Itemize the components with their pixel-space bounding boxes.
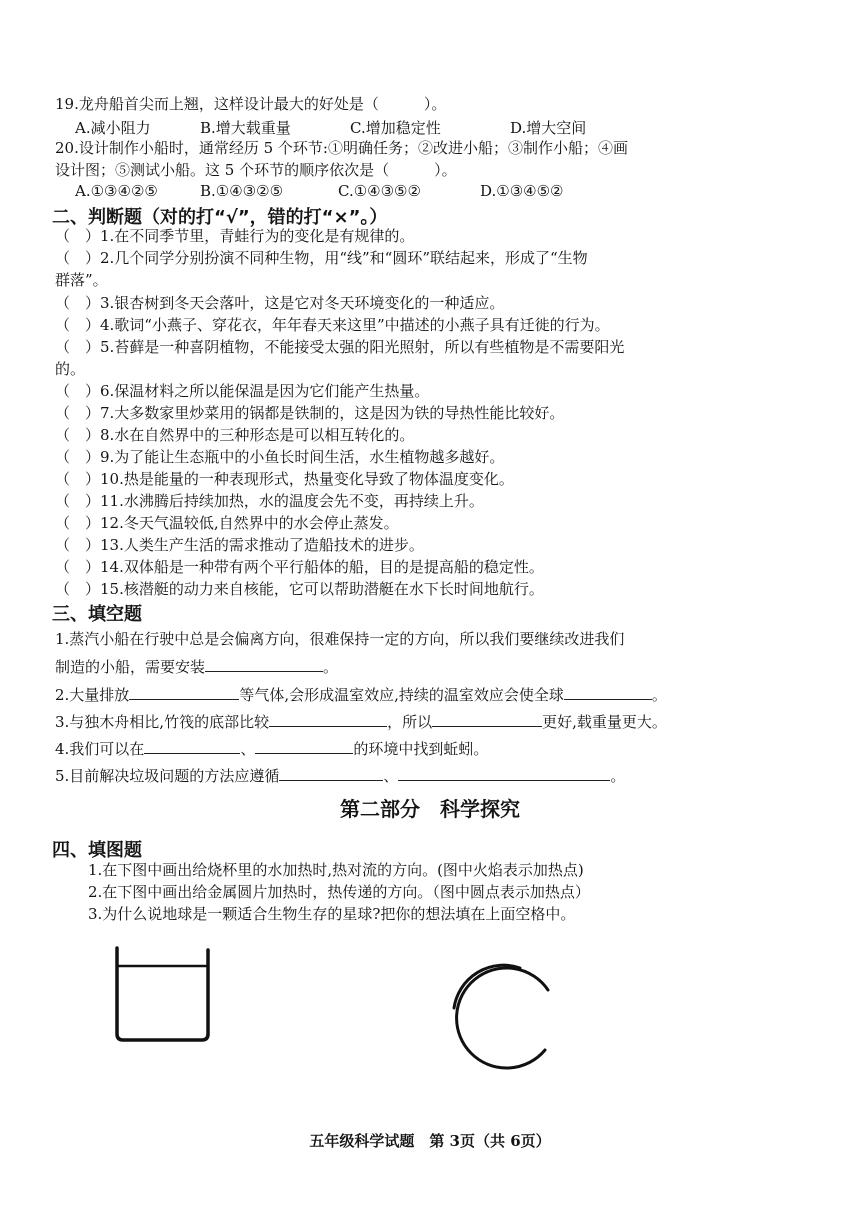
fill-q1-end: 。: [323, 658, 339, 676]
question-20-stem-line2: 设计图；⑤测试小船。这 5 个环节的顺序依次是（ ）。: [55, 161, 457, 179]
tf-item: （ ）5.苔藓是一种喜阴植物，不能接受太强的阳光照射，所以有些植物是不需要阳光: [55, 338, 625, 356]
fill-q3-text-b: ，所以: [387, 713, 433, 731]
tf-item: （ ）13.人类生产生活的需求推动了造船技术的进步。: [55, 536, 424, 554]
tf-item: （ ）1.在不同季节里，青蛙行为的变化是有规律的。: [55, 227, 415, 245]
fill-q5-text-a: 5.目前解决垃圾问题的方法应遵循: [55, 767, 280, 785]
tf-item: （ ）11.水沸腾后持续加热，水的温度会先不变，再持续上升。: [55, 492, 484, 510]
tf-item: （ ）2.几个同学分别扮演不同种生物，用“线”和“圆环”联结起来，形成了“生物: [55, 249, 588, 267]
fill-q4-text-a: 4.我们可以在: [55, 740, 145, 758]
q19-option-d: D.增大空间: [510, 119, 587, 137]
page-footer: 五年级科学试题 第 3页（共 6页）: [309, 1132, 551, 1150]
q20-option-b: B.①④③②⑤: [200, 182, 284, 200]
tf-item: （ ）9.为了能让生态瓶中的小鱼长时间生活，水生植物越多越好。: [55, 448, 505, 466]
fill-q5-text-b: 、: [383, 767, 399, 785]
question-20-stem-line1: 20.设计制作小船时，通常经历 5 个环节:①明确任务；②改进小船；③制作小船；④画: [55, 139, 628, 157]
fill-q2-text-a: 2.大量排放: [55, 686, 130, 704]
fill-q4-text-c: 的环境中找到蚯蚓。: [353, 740, 489, 758]
tf-item: （ ）14.双体船是一种带有两个平行船体的船，目的是提高船的稳定性。: [55, 558, 544, 576]
fill-q5-text-c: 。: [610, 767, 626, 785]
fill-q3-text-a: 3.与独木舟相比,竹筏的底部比较: [55, 713, 270, 731]
tf-item: （ ）15.核潜艇的动力来自核能，它可以帮助潜艇在水下长时间地航行。: [55, 580, 544, 598]
section-4-heading: 四、填图题: [52, 840, 142, 861]
fill-q4-text-b: 、: [240, 740, 256, 758]
q19-option-b: B.增大载重量: [200, 119, 291, 137]
beaker-figure[interactable]: [117, 948, 208, 1040]
part-2-title: 第二部分 科学探究: [340, 797, 520, 821]
q20-option-d: D.①③④⑤②: [480, 182, 564, 200]
tf-item: （ ）12.冬天气温较低,自然界中的水会停止蒸发。: [55, 514, 399, 532]
draw-item-3: 3.为什么说地球是一颗适合生物生存的星球?把你的想法填在上面空格中。: [88, 905, 576, 923]
question-19-stem: 19.龙舟船首尖而上翘，这样设计最大的好处是（ ）。: [55, 95, 447, 113]
fill-q2-text-b: 等气体,会形成温室效应,持续的温室效应会使全球: [239, 686, 564, 704]
tf-item: （ ）3.银杏树到冬天会落叶，这是它对冬天环境变化的一种适应。: [55, 294, 505, 312]
q20-option-c: C.①④③⑤②: [338, 182, 421, 200]
fill-q3-text-c: 更好,载重量更大。: [542, 713, 667, 731]
section-2-heading: 二、判断题（对的打“√”，错的打“×”。）: [52, 207, 388, 228]
q20-option-a: A.①③④②⑤: [75, 182, 158, 200]
draw-item-2: 2.在下图中画出给金属圆片加热时，热传递的方向。（图中圆点表示加热点）: [88, 883, 590, 901]
fill-q2-text-c: 。: [651, 686, 667, 704]
tf-item-continuation: 的。: [55, 360, 86, 378]
fill-q1-line1: 1.蒸汽小船在行驶中总是会偏离方向，很难保持一定的方向，所以我们要继续改进我们: [55, 630, 625, 648]
tf-item: （ ）10.热是能量的一种表现形式，热量变化导致了物体温度变化。: [55, 470, 514, 488]
tf-item: （ ）7.大多数家里炒菜用的锅都是铁制的，这是因为铁的导热性能比较好。: [55, 404, 565, 422]
section-3-heading: 三、填空题: [52, 604, 142, 625]
q19-option-c: C.增加稳定性: [350, 119, 441, 137]
metal-disc-figure[interactable]: [454, 965, 548, 1068]
fill-q1-text: 制造的小船，需要安装: [55, 658, 206, 676]
q19-option-a: A.减小阻力: [75, 119, 151, 137]
tf-item-continuation: 群落”。: [55, 271, 108, 289]
tf-item: （ ）6.保温材料之所以能保温是因为它们能产生热量。: [55, 382, 430, 400]
tf-item: （ ）4.歌词“小燕子、穿花衣，年年春天来这里”中描述的小燕子具有迁徙的行为。: [55, 316, 610, 334]
draw-item-1: 1.在下图中画出给烧杯里的水加热时,热对流的方向。(图中火焰表示加热点): [88, 861, 584, 879]
tf-item: （ ）8.水在自然界中的三种形态是可以相互转化的。: [55, 426, 415, 444]
